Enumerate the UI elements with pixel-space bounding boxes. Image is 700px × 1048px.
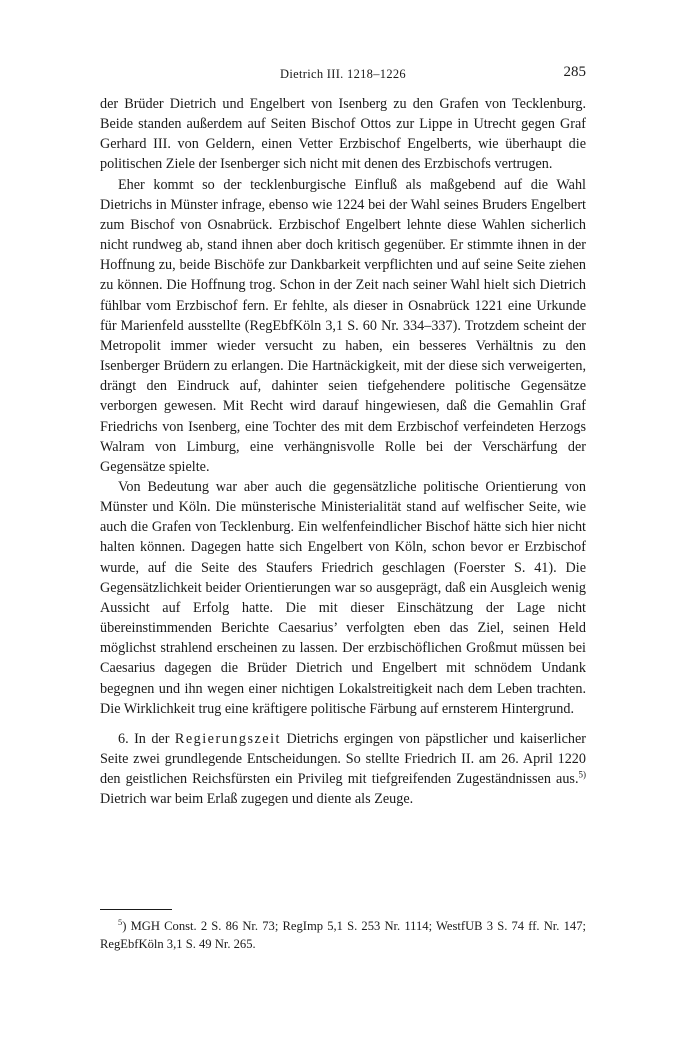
running-title: Dietrich III. 1218–1226 bbox=[280, 67, 406, 81]
footnote-divider bbox=[100, 909, 172, 910]
footnote-mark: 5 bbox=[118, 916, 123, 927]
footnotes bbox=[100, 918, 586, 953]
body-text bbox=[100, 94, 586, 809]
paragraph-4-middle: Dietrichs ergingen von päpstlicher und kaiserlicher Seite zwei grundlegende Entscheidungen. So stellte Friedrich II. am 26. April 1220 den geistlichen Reichsfürsten ein Privileg mit tiefgreifenden Zugeständnissen aus. bbox=[100, 730, 586, 788]
footnote-text: ) MGH Const. 2 S. 86 Nr. 73; RegImp 5,1 S. 253 Nr. 1114; WestfUB 3 S. 74 ff. Nr. 147; RegEbfKöln 3,1 S. 49 Nr. 265. bbox=[100, 919, 586, 951]
paragraph-1: der Brüder Dietrich und Engelbert von Isenberg zu den Grafen von Tecklenburg. Beide standen außerdem auf Seiten Bischof Ottos zur Lippe in Utrecht gegen Graf Gerhard III. von Geldern, einen Vetter Erzbischof Engelberts, wie überhaupt die politischen Ziele der Isenberger sich nicht mit denen des Erzbischofs vertrugen. bbox=[100, 96, 586, 173]
footnote-reference: 5) bbox=[578, 769, 586, 780]
page-number: 285 bbox=[563, 64, 586, 80]
spaced-emphasis: Regierungszeit bbox=[174, 730, 281, 747]
paragraph-2: Eher kommt so der tecklenburgische Einfluß als maßgebend auf die Wahl Dietrichs in Münster infrage, ebenso wie 1224 bei der Wahl seines Bruders Engelbert zum Bischof von Osnabrück. Erzbischof Engelbert lehnte diese Wahlen sicherlich nicht rundweg ab, stand ihnen aber doch kritisch gegenüber. Er stimmte ihnen in der Hoffnung zu, beide Bischöfe zur Dankbarkeit verpflichten und auf seine Seite ziehen zu können. Die Hoffnung trog. Schon in der Zeit nach seiner Wahl hielt sich Dietrich fühlbar vom Erzbischof fern. Er fehlte, als dieser in Osnabrück 1221 eine Urkunde für Marienfeld ausstellte (RegEbfKöln 3,1 S. 60 Nr. 334–337). Trotzdem scheint der Metropolit immer wieder versucht zu haben, ein besseres Verhältnis zu den Isenberger Brüdern zu erlangen. Die Hartnäckigkeit, mit der diese sich verweigerten, drängt den Eindruck auf, dahinter seien tiefgehendere politische Gegensätze verborgen gewesen. Mit Recht wird darauf hingewiesen, daß die Gemahlin Graf Friedrichs von Isenberg, eine Tochter des mit dem Erzbischof verfeindeten Herzogs Walram von Limburg, eine verhängnisvolle Rolle bei der Verschärfung der Gegensätze spielte. bbox=[100, 176, 586, 475]
footnote-5 bbox=[100, 918, 586, 953]
paragraph-4-tail: Dietrich war beim Erlaß zugegen und diente als Zeuge. bbox=[100, 791, 414, 808]
paragraph-3: Von Bedeutung war aber auch die gegensätzliche politische Orientierung von Münster und Köln. Die münsterische Ministerialität stand auf welfischer Seite, wie auch die Grafen von Tecklenburg. Ein welfenfeindlicher Bischof hätte sich hier nicht halten können. Dagegen hatte sich Engelbert von Köln, schon bevor er Erzbischof wurde, auf die Seite des Staufers Friedrich geschlagen (Foerster S. 41). Die Gegensätzlichkeit beider Orientierungen war so ausgeprägt, daß ein Ausgleich wenig Aussicht auf Erfolg hatte. Die mit dieser Einschätzung der Lage nicht übereinstimmenden Berichte Caesarius’ verfolgten eben das Ziel, seinen Held möglichst strahlend erscheinen zu lassen. Der erzbischöflichen Großmut müssen bei Caesarius dagegen die Brüder Dietrich und Engelbert mit schnödem Undank begegnen und ihn wegen einer nichtigen Lokalstreitigkeit nach dem Leben trachten. Die Wirklichkeit trug eine kräftigere politische Färbung auf ernsterem Hintergrund. bbox=[100, 478, 586, 717]
paragraph-4 bbox=[100, 729, 586, 810]
paragraph-4-lead: 6. In der bbox=[118, 730, 175, 747]
running-header bbox=[100, 64, 586, 84]
